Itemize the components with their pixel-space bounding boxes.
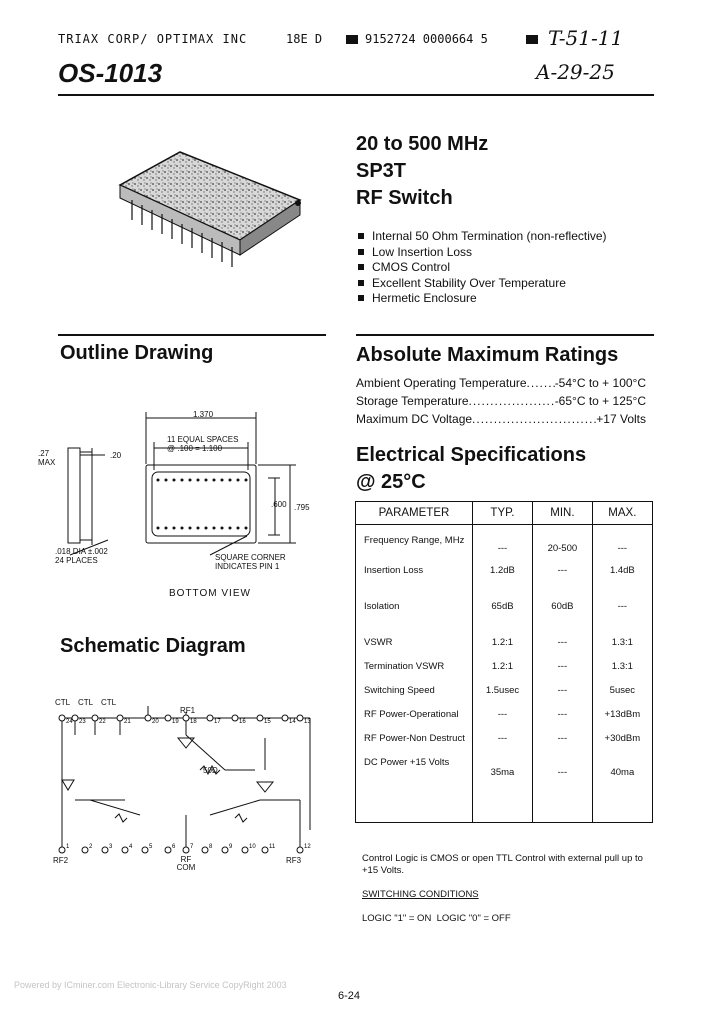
dim-lead: .20 bbox=[110, 451, 122, 460]
cell-param: RF Power-Operational bbox=[356, 707, 473, 731]
cell-param: Switching Speed bbox=[356, 683, 473, 707]
bottom-pin-label: 11 bbox=[269, 844, 276, 850]
cell-typ: 65dB bbox=[472, 599, 532, 635]
product-title bbox=[356, 131, 488, 212]
top-pin-label: 22 bbox=[99, 719, 106, 725]
header-company: TRIAX CORP/ OPTIMAX INC bbox=[58, 32, 248, 46]
header-rule bbox=[58, 94, 654, 96]
feature-list bbox=[356, 229, 656, 307]
table-row bbox=[356, 731, 653, 755]
bottom-pin-label: 2 bbox=[89, 844, 93, 850]
header-code: 18E D bbox=[286, 32, 323, 46]
table-row bbox=[356, 525, 653, 563]
cell-min: 60dB bbox=[533, 599, 593, 635]
cell-min: --- bbox=[533, 659, 593, 683]
cell-max: --- bbox=[592, 599, 652, 635]
electrical-title bbox=[356, 442, 586, 496]
cell-typ: 1.2:1 bbox=[472, 635, 532, 659]
title-type: SP3T bbox=[356, 160, 407, 182]
cell-max: +13dBm bbox=[592, 707, 652, 731]
dim-spaces-1: 11 EQUAL SPACES bbox=[167, 435, 239, 444]
rating-value: -54°C to + 100°C bbox=[554, 376, 646, 390]
feature-item: Excellent Stability Over Temperature bbox=[356, 276, 656, 292]
cell-max: 1.3:1 bbox=[592, 659, 652, 683]
label-ctl0: CTL bbox=[55, 698, 71, 707]
cell-max: 40ma bbox=[592, 755, 652, 823]
label-com: RF COM bbox=[176, 855, 196, 872]
cell-min: 20-500 bbox=[533, 525, 593, 563]
section-rule-right bbox=[356, 334, 654, 336]
cell-max: --- bbox=[592, 525, 652, 563]
table-row bbox=[356, 635, 653, 659]
label-rf1: RF1 bbox=[180, 706, 196, 715]
top-pin-label: 13 bbox=[304, 719, 311, 725]
title-device: RF Switch bbox=[356, 187, 453, 209]
ratings-list bbox=[356, 374, 646, 428]
cell-typ: --- bbox=[472, 731, 532, 755]
schematic-title: Schematic Diagram bbox=[60, 635, 246, 657]
bottom-pin-label: 8 bbox=[209, 844, 213, 850]
bottom-pin-label: 7 bbox=[190, 844, 194, 850]
cell-typ: 35ma bbox=[472, 755, 532, 823]
cell-min: --- bbox=[533, 707, 593, 731]
table-row bbox=[356, 563, 653, 599]
part-number: OS-1013 bbox=[58, 58, 163, 88]
top-pin-label: 20 bbox=[152, 719, 159, 725]
cell-typ: --- bbox=[472, 707, 532, 731]
bottom-pin-label: 10 bbox=[249, 844, 256, 850]
pin-note-1: .018 DIA ±.002 bbox=[55, 547, 108, 556]
table-row bbox=[356, 755, 653, 823]
label-r50: 50Ω bbox=[203, 766, 218, 775]
spec-table bbox=[355, 501, 653, 823]
black-square-icon bbox=[346, 35, 358, 44]
label-rf3: RF3 bbox=[286, 856, 302, 865]
cell-max: +30dBm bbox=[592, 731, 652, 755]
bottom-pin-label: 12 bbox=[304, 844, 311, 850]
pin-note-2: 24 PLACES bbox=[55, 556, 98, 565]
feature-item: Internal 50 Ohm Termination (non-reflective) bbox=[356, 229, 656, 245]
table-row bbox=[356, 599, 653, 635]
cell-max: 1.3:1 bbox=[592, 635, 652, 659]
handwritten-code: T-51-11 bbox=[548, 26, 624, 50]
dim-width-outer: .795 bbox=[294, 503, 310, 512]
top-pin-label: 14 bbox=[289, 719, 296, 725]
header-parameter: PARAMETER bbox=[356, 502, 473, 525]
title-frequency: 20 to 500 MHz bbox=[356, 133, 489, 155]
rating-label: Maximum DC Voltage bbox=[356, 412, 473, 426]
cell-param: Isolation bbox=[356, 599, 473, 635]
rating-value: +17 Volts bbox=[596, 412, 646, 426]
cell-typ: 1.5usec bbox=[472, 683, 532, 707]
bottom-pin-label: 1 bbox=[66, 844, 70, 850]
dim-spaces-2: @ .100 = 1.100 bbox=[167, 444, 223, 453]
dim-height: .27 bbox=[38, 449, 50, 458]
outline-title: Outline Drawing bbox=[60, 342, 214, 364]
control-logic-note: Control Logic is CMOS or open TTL Control with external pull up to +15 Volts. bbox=[362, 853, 643, 876]
cell-min: --- bbox=[533, 635, 593, 659]
top-pin-label: 24 bbox=[66, 719, 73, 725]
rating-label: Ambient Operating Temperature bbox=[356, 376, 527, 390]
cell-min: --- bbox=[533, 731, 593, 755]
top-pin-label: 23 bbox=[79, 719, 86, 725]
dim-width-inner: .600 bbox=[271, 500, 287, 509]
cell-param: Frequency Range, MHz bbox=[356, 525, 473, 563]
schematic-diagram bbox=[50, 690, 315, 870]
cell-param: VSWR bbox=[356, 635, 473, 659]
cell-param: RF Power-Non Destruct bbox=[356, 731, 473, 755]
cell-typ: 1.2dB bbox=[472, 563, 532, 599]
rating-row bbox=[356, 410, 646, 428]
top-pin-label: 17 bbox=[214, 719, 221, 725]
rating-value: -65°C to + 125°C bbox=[554, 394, 646, 408]
cell-param: Termination VSWR bbox=[356, 659, 473, 683]
cell-max: 1.4dB bbox=[592, 563, 652, 599]
corner-note-1: SQUARE CORNER bbox=[215, 553, 286, 562]
bottom-pin-label: 6 bbox=[172, 844, 176, 850]
cell-typ: --- bbox=[472, 525, 532, 563]
cell-param: Insertion Loss bbox=[356, 563, 473, 599]
logic-definition: LOGIC "1" = ON LOGIC "0" = OFF bbox=[362, 913, 511, 924]
watermark: Powered by ICminer.com Electronic-Library Service CopyRight 2003 bbox=[14, 980, 287, 990]
top-pin-label: 15 bbox=[264, 719, 271, 725]
cell-min: --- bbox=[533, 563, 593, 599]
spec-header-row bbox=[356, 502, 653, 525]
electrical-title-line2: @ 25°C bbox=[356, 471, 426, 493]
top-pin-label: 18 bbox=[190, 719, 197, 725]
table-row bbox=[356, 659, 653, 683]
feature-item: Hermetic Enclosure bbox=[356, 291, 656, 307]
table-row bbox=[356, 683, 653, 707]
feature-item: Low Insertion Loss bbox=[356, 245, 656, 261]
section-rule-left bbox=[58, 334, 326, 336]
label-ctl2: CTL bbox=[101, 698, 117, 707]
top-pin-label: 16 bbox=[239, 719, 246, 725]
feature-item: CMOS Control bbox=[356, 260, 656, 276]
cell-max: 5usec bbox=[592, 683, 652, 707]
dim-length: 1.370 bbox=[193, 410, 214, 419]
bottom-pin-label: 9 bbox=[229, 844, 233, 850]
black-square-icon bbox=[526, 35, 538, 44]
table-row bbox=[356, 707, 653, 731]
handwritten-date: A-29-25 bbox=[536, 60, 615, 84]
top-pin-label: 21 bbox=[124, 719, 131, 725]
bottom-pin-label: 3 bbox=[109, 844, 113, 850]
electrical-title-line1: Electrical Specifications bbox=[356, 444, 587, 466]
bottom-pin-label: 5 bbox=[149, 844, 153, 850]
corner-note-2: INDICATES PIN 1 bbox=[215, 562, 280, 571]
ratings-title: Absolute Maximum Ratings bbox=[356, 344, 619, 366]
header-max: MAX. bbox=[592, 502, 652, 525]
switching-title: SWITCHING CONDITIONS bbox=[362, 889, 479, 900]
cell-param: DC Power +15 Volts bbox=[356, 755, 473, 823]
rating-row bbox=[356, 392, 646, 410]
product-photo bbox=[110, 140, 320, 290]
header-min: MIN. bbox=[533, 502, 593, 525]
view-label: BOTTOM VIEW bbox=[169, 588, 251, 599]
header-doc-number: 9152724 0000664 5 bbox=[365, 32, 488, 46]
rating-row bbox=[356, 374, 646, 392]
top-pin-label: 19 bbox=[172, 719, 179, 725]
header-typ: TYP. bbox=[472, 502, 532, 525]
label-ctl1: CTL bbox=[78, 698, 94, 707]
bottom-pin-label: 4 bbox=[129, 844, 133, 850]
cell-typ: 1.2:1 bbox=[472, 659, 532, 683]
cell-min: --- bbox=[533, 755, 593, 823]
label-rf2: RF2 bbox=[53, 856, 69, 865]
page-number: 6-24 bbox=[338, 990, 361, 1002]
rating-label: Storage Temperature bbox=[356, 394, 469, 408]
dim-height-2: MAX bbox=[38, 458, 56, 467]
cell-min: --- bbox=[533, 683, 593, 707]
